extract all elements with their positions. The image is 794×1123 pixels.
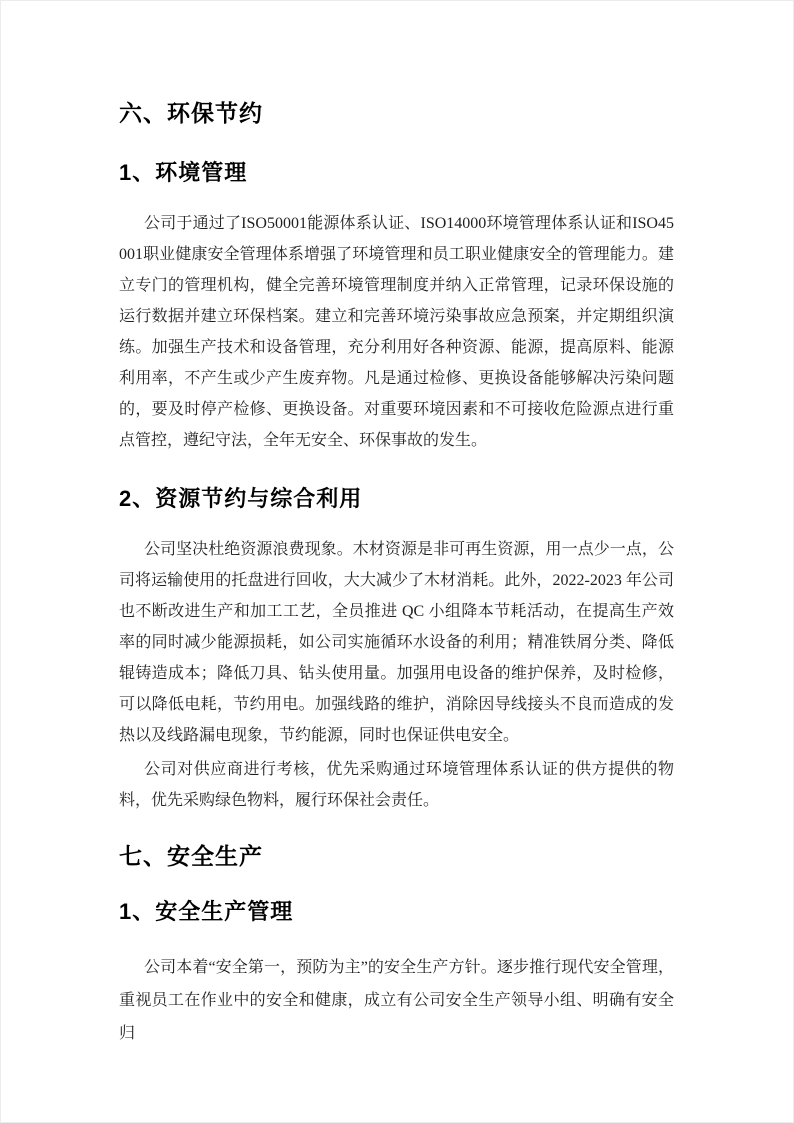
- paragraph-environment-management: 公司于通过了ISO50001能源体系认证、ISO14000环境管理体系认证和ISO45001职业健康安全管理体系增强了环境管理和员工职业健康安全的管理能力。建立专门的管理机构，健全完善环境管理制度并纳入正常管理，记录环保设施的运行数据并建立环保档案。建立和完善环境污染事故应急预案，并定期组织演练。加强生产技术和设备管理，充分利用好各种资源、能源，提高原料、能源利用率，不产生或少产生废弃物。凡是通过检修、更换设备能够解决污染问题的，要及时停产检修、更换设备。对重要环境因素和不可接收危险源点进行重点管控，遵纪守法，全年无安全、环保事故的发生。: [119, 215, 674, 449]
- paragraph-resource-conservation: 公司坚决杜绝资源浪费现象。木材资源是非可再生资源，用一点少一点，公司将运输使用的托盘进行回收，大大减少了木材消耗。此外，2022-2023 年公司也不断改进生产和加工工艺，全员推进 QC 小组降本节耗活动，在提高生产效率的同时减少能源损耗，如公司实施循环水设备的利用；精准铁屑分类、降低辊铸造成本；降低刀具、钻头使用量。加强用电设备的维护保养，及时检修，可以降低电耗，节约用电。加强线路的维护，消除因导线接头不良而造成的发热以及线路漏电现象，节约能源，同时也保证供电安全。: [119, 541, 674, 744]
- section-heading-work-safety: 七、安全生产: [119, 843, 263, 869]
- subsection-heading-environment-management: 1、环境管理: [119, 160, 248, 185]
- paragraph-supplier-procurement: 公司对供应商进行考核，优先采购通过环境管理体系认证的供方提供的物料，优先采购绿色物料，履行环保社会责任。: [119, 761, 674, 809]
- paragraph-safety-policy: 公司本着“安全第一，预防为主”的安全生产方针。逐步推行现代安全管理，重视员工在作业中的安全和健康，成立有公司安全生产领导小组、明确有安全归: [119, 959, 674, 1042]
- subsection-heading-safety-management: 1、安全生产管理: [119, 899, 294, 924]
- section-heading-environmental-conservation: 六、环保节约: [119, 100, 263, 126]
- subsection-heading-resource-conservation: 2、资源节约与综合利用: [119, 486, 363, 511]
